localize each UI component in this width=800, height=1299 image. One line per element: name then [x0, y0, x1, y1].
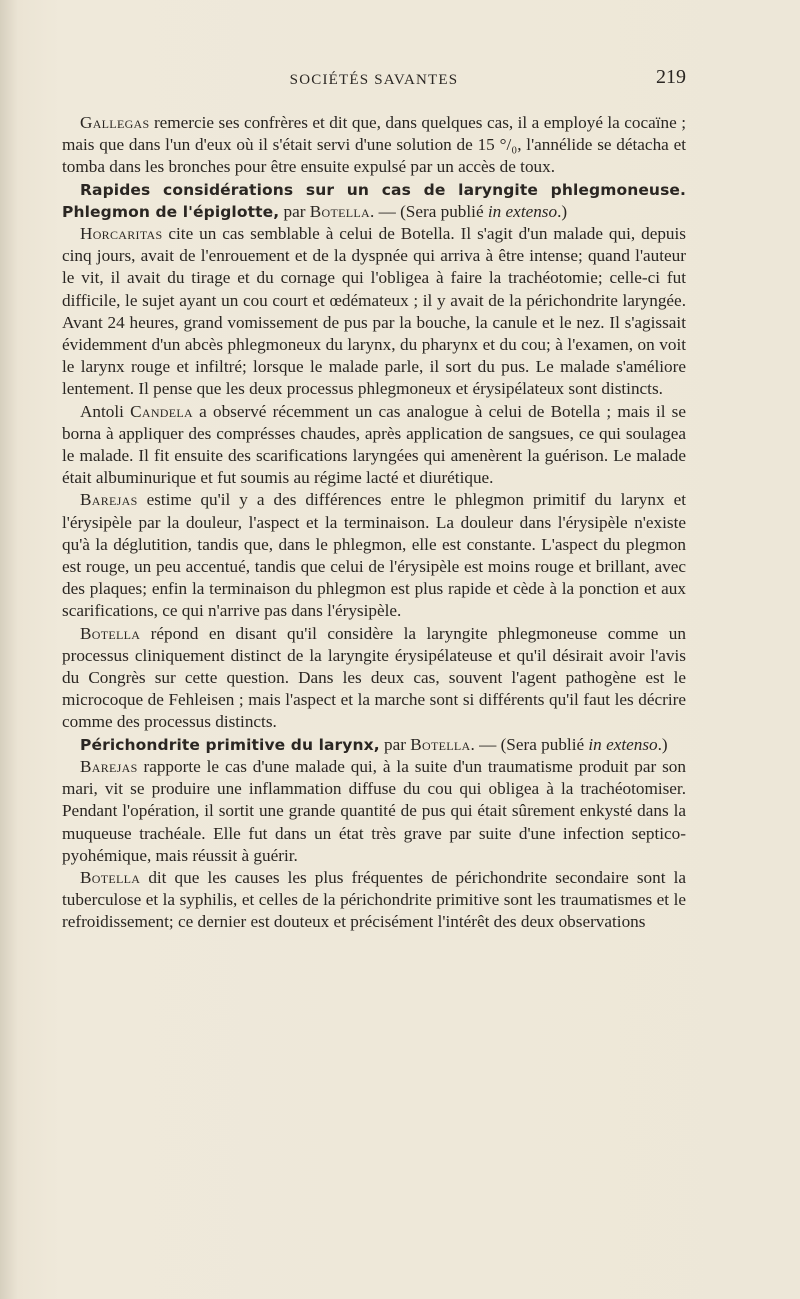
section-heading-perichondrite — [62, 734, 686, 756]
article-body — [62, 112, 686, 934]
speaker-name: Botella — [80, 867, 141, 887]
section-heading-laryngite — [62, 179, 686, 223]
paragraph-candela — [62, 401, 686, 490]
heading-author: Botella — [410, 734, 471, 754]
heading-author: Botella — [309, 201, 370, 221]
running-title: SOCIÉTÉS SAVANTES — [289, 72, 459, 88]
paragraph-text: remercie ses confrères et dit que, dans quelques cas, il a employé la cocaïne ; mais que dans l'un d'eux où il s'était servi d'une solution de 15 °/₀, l'annélide se détacha et tomba dans les bronches pour être ensuite expulsé par un accès de toux. — [62, 113, 686, 177]
heading-by: par — [279, 201, 310, 221]
heading-title: Rapides considérations sur un cas de laryngite phlegmoneuse. Phlegmon de l'épiglotte, — [62, 180, 686, 221]
heading-title: Périchondrite primitive du larynx, — [80, 735, 380, 754]
heading-by: par — [379, 734, 411, 754]
heading-extenso: in extenso — [588, 734, 658, 754]
paragraph-botella-2 — [62, 867, 686, 934]
paragraph-barejas-1 — [62, 489, 686, 622]
heading-note-end: .) — [657, 734, 668, 754]
paragraph-barejas-2 — [62, 756, 686, 867]
heading-note: . — (Sera publié — [470, 734, 589, 754]
speaker-first-name: Antoli — [80, 401, 131, 421]
speaker-name: Barejas — [80, 490, 138, 510]
heading-note-end: .) — [557, 201, 568, 221]
speaker-name: Barejas — [80, 756, 138, 776]
speaker-name: Horcaritas — [80, 224, 163, 244]
page-number: 219 — [656, 66, 686, 88]
heading-extenso: in extenso — [487, 201, 558, 221]
page-header — [62, 66, 686, 96]
paragraph-text: cite un cas semblable à celui de Botella. Il s'agit d'un malade qui, depuis cinq jours, avait de l'enrouement et de la dyspnée qui arriva à être intense; quand l'auteur le vit, il avait du tirage et du cornage qui l'obligea à faire la trachéotomie; celle-ci fut difficile, le sujet ayant un cou court et œdémateux ; il y avait de la périchondrite laryngée. Avant 24 heures, grand vomissement de pus par la bouche, la canule et le nez. Il s'agissait évidemment d'un abcès phlegmoneux du larynx, du pharynx et du cou; à l'examen, on voit le larynx rouge et infiltré; lorsque le malade parle, il sort du pus. Le malade s'améliore lentement. Il pense que les deux processus phlegmoneux et érysipélateux sont distincts. — [62, 224, 686, 399]
heading-note: . — (Sera publié — [369, 201, 488, 221]
paragraph-text: rapporte le cas d'une malade qui, à la suite d'un traumatisme produit par son mari, vit se produire une inflammation diffuse du cou qui obligea à la trachéotomiser. Pendant l'opération, il sortit une grande quantité de pus qui était sûrement enkysté dans la muqueuse trachéale. Elle fut dans un état très grave par suite d'une infection septico-pyohémique, mais réussit à guérir. — [62, 756, 686, 865]
paragraph-text: répond en disant qu'il considère la laryngite phlegmoneuse comme un processus cliniquement distinct de la laryngite érysipélateuse et qu'il désirait avoir l'avis du Congrès sur cette question. Dans les deux cas, souvent l'agent pathogène est le microcoque de Fehleisen ; mais l'aspect et la marche sont si différents qu'il faut les décrire comme des processus distincts. — [62, 623, 686, 732]
paragraph-horcaritas — [62, 223, 686, 401]
paragraph-gallegas — [62, 112, 686, 179]
paragraph-text: dit que les causes les plus fréquentes de périchondrite secondaire sont la tuberculose et la syphilis, et celles de la périchondrite primitive sont les traumatismes et le refroidissement; ce dernier est douteux et précisément l'intérêt des deux observations — [62, 867, 686, 932]
paragraph-botella-1 — [62, 623, 686, 734]
speaker-name: Gallegas — [80, 113, 150, 132]
paragraph-text: a observé récemment un cas analogue à celui de Botella ; mais il se borna à appliquer des comprésses chaudes, après application de sangsues, ce qui soulagea le malade. Il fit ensuite des scarifications laryngées qui amenèrent la guérison. Le malade était albuminurique et fut soumis au régime lacté et diurétique. — [62, 401, 686, 488]
speaker-name: Candela — [130, 401, 193, 421]
paragraph-text: estime qu'il y a des différences entre le phlegmon primitif du larynx et l'érysipèle par la douleur, l'aspect et la terminaison. La douleur dans l'érysipèle n'existe qu'à la déglutition, tandis que, dans le phlegmon, elle est constante. L'aspect du plegmon est rouge, un peu accentué, tandis que celui de l'érysipèle est moins rouge et brillant, avec des plaques; enfin la terminaison du phlegmon est plus rapide et cède à la ponction et aux scarifications, ce qui n'arrive pas dans l'érysipèle. — [62, 490, 686, 621]
speaker-name: Botella — [80, 623, 141, 643]
